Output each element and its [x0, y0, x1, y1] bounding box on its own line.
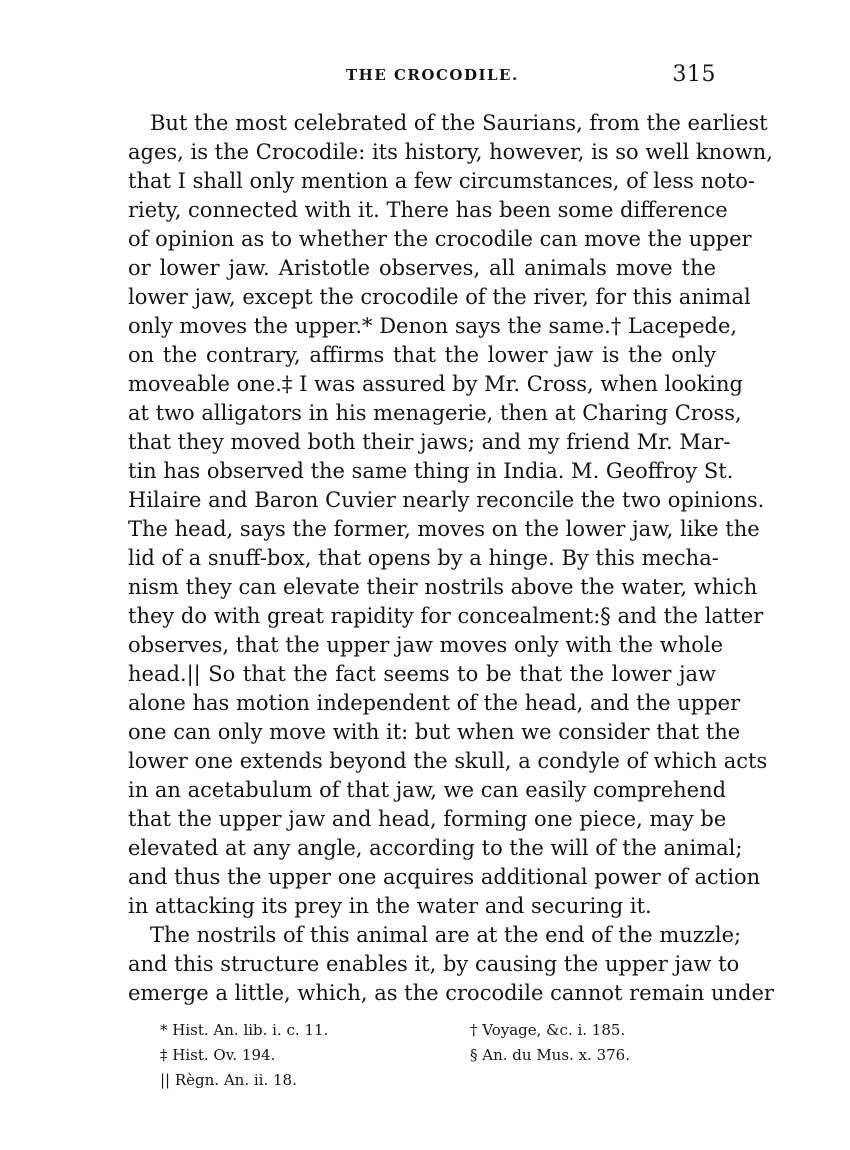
body-line: that they moved both their jaws; and my friend Mr. Mar- [128, 430, 731, 454]
page-number: 315 [672, 62, 716, 87]
body-line: they do with great rapidity for concealment:§ and the latter [128, 604, 764, 628]
body-line: Hilaire and Baron Cuvier nearly reconcile the two opinions. [128, 488, 765, 512]
body-line: ages, is the Crocodile: its history, however, is so well known, [128, 140, 773, 164]
body-line: one can only move with it: but when we consider that the [128, 720, 741, 744]
running-head: THE CROCODILE. [346, 66, 519, 84]
body-line: But the most celebrated of the Saurians, from the earliest [150, 111, 768, 135]
body-line: emerge a little, which, as the crocodile cannot remain under [128, 981, 774, 1005]
body-line: observes, that the upper jaw moves only with the whole [128, 633, 724, 657]
body-line: or lower jaw. Aristotle observes, all animals move the [128, 256, 716, 280]
body-line: of opinion as to whether the crocodile can move the upper [128, 227, 752, 251]
footnote-row [160, 1068, 680, 1093]
body-line: that the upper jaw and head, forming one piece, may be [128, 807, 727, 831]
body-line: only moves the upper.* Denon says the same.† Lacepede, [128, 314, 738, 338]
footnote: § An. du Mus. x. 376. [470, 1046, 630, 1064]
body-line: at two alligators in his menagerie, then at Charing Cross, [128, 401, 742, 425]
body-line: that I shall only mention a few circumstances, of less noto- [128, 169, 755, 193]
footnote-row [160, 1018, 680, 1043]
footnote: † Voyage, &c. i. 185. [470, 1021, 626, 1039]
body-line: riety, connected with it. There has been some difference [128, 198, 728, 222]
body-line: on the contrary, affirms that the lower jaw is the only [128, 343, 716, 367]
body-line: The head, says the former, moves on the lower jaw, like the [128, 517, 760, 541]
body-line: lower jaw, except the crocodile of the river, for this animal [128, 285, 751, 309]
body-line: in attacking its prey in the water and securing it. [128, 894, 652, 918]
body-line: in an acetabulum of that jaw, we can easily comprehend [128, 778, 727, 802]
footnote: * Hist. An. lib. i. c. 11. [160, 1021, 329, 1039]
footnote: || Règn. An. ii. 18. [160, 1071, 297, 1089]
body-line: The nostrils of this animal are at the end of the muzzle; [150, 923, 742, 947]
body-line: tin has observed the same thing in India. M. Geoffroy St. [128, 459, 734, 483]
body-line: head.|| So that the fact seems to be that the lower jaw [128, 662, 716, 686]
body-line: moveable one.‡ I was assured by Mr. Cross, when looking [128, 372, 743, 396]
footnotes [160, 1018, 680, 1093]
body-line: nism they can elevate their nostrils above the water, which [128, 575, 758, 599]
page-header [128, 62, 716, 92]
body-line: lower one extends beyond the skull, a condyle of which acts [128, 749, 768, 773]
footnote-row [160, 1043, 680, 1068]
body-line: alone has motion independent of the head, and the upper [128, 691, 741, 715]
footnote: ‡ Hist. Ov. 194. [160, 1046, 276, 1064]
body-line: and thus the upper one acquires additional power of action [128, 865, 761, 889]
body-text [128, 109, 774, 1008]
body-line: and this structure enables it, by causing the upper jaw to [128, 952, 740, 976]
body-line: lid of a snuff-box, that opens by a hinge. By this mecha- [128, 546, 719, 570]
body-line: elevated at any angle, according to the will of the animal; [128, 836, 743, 860]
